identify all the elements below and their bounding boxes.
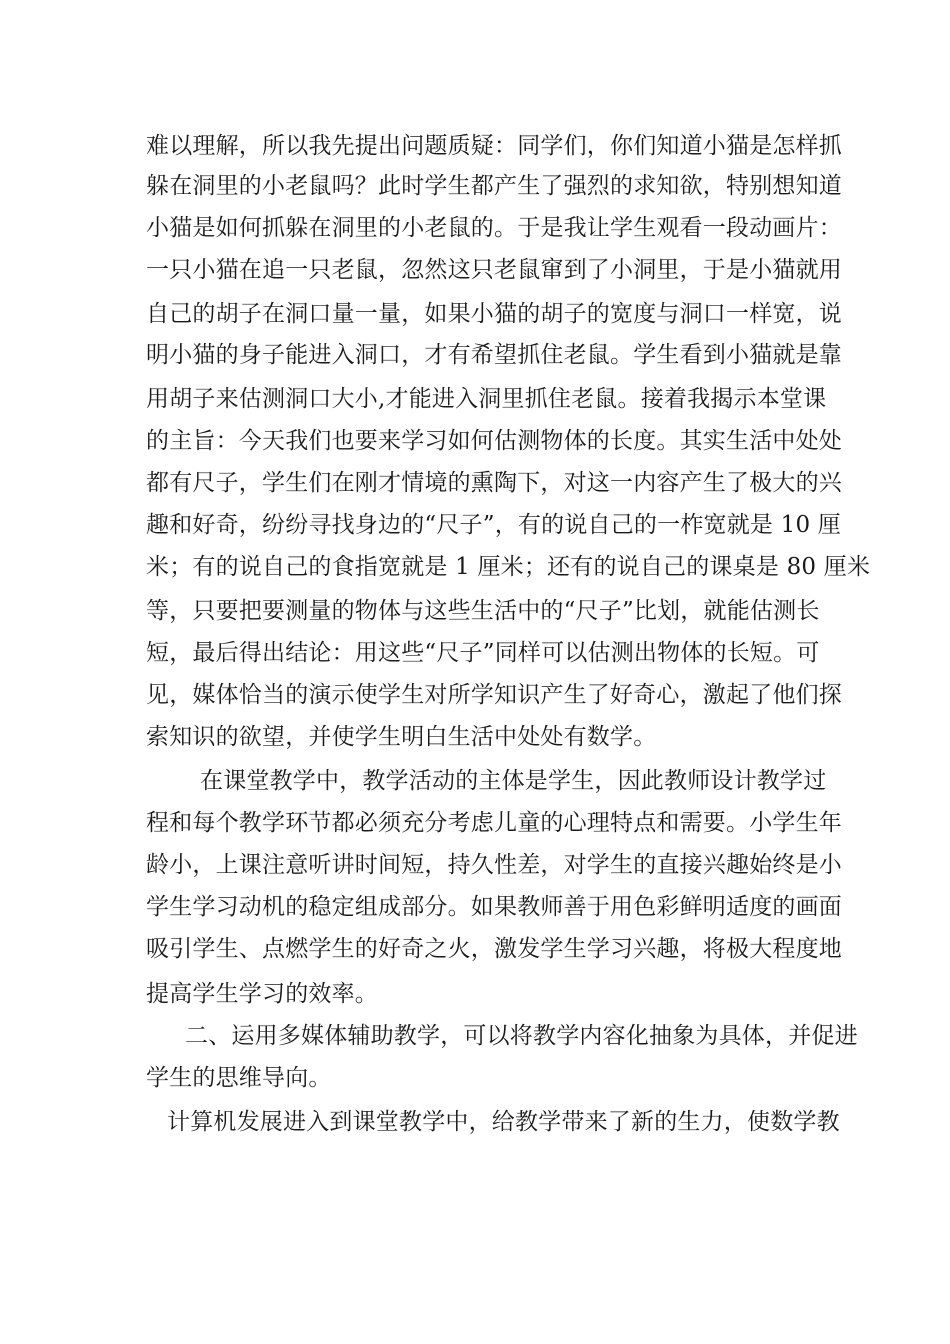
section-heading-line-2: 学生的思维导向。 (146, 1065, 332, 1091)
text-line-20: 吸引学生、点燃学生的好奇之火，激发学生学习兴趣，将极大程度地 (146, 936, 842, 962)
text-line-11: 米；有的说自己的食指宽就是 1 厘米；还有的说自己的课桌是 80 厘米 (146, 554, 871, 580)
text-line-10: 趣和好奇，纷纷寻找身边的“尺子”，有的说自己的一柞宽就是 10 厘 (146, 512, 842, 538)
text-line-13: 短，最后得出结论：用这些“尺子”同样可以估测出物体的长短。可 (146, 640, 820, 666)
text-line-14: 见，媒体恰当的演示使学生对所学知识产生了好奇心，激起了他们探 (146, 682, 842, 708)
text-line-24: 计算机发展进入到课堂教学中，给教学带来了新的生力，使数学教 (167, 1109, 840, 1135)
text-line-4: 一只小猫在追一只老鼠，忽然这只老鼠窜到了小洞里，于是小猫就用 (146, 257, 842, 283)
text-line-6: 明小猫的身子能进入洞口，才有希望抓住老鼠。学生看到小猫就是靠 (146, 342, 842, 368)
section-heading-line-1: 二、运用多媒体辅助教学，可以将教学内容化抽象为具体，并促进 (185, 1023, 858, 1049)
text-line-17: 程和每个教学环节都必须充分考虑儿童的心理特点和需要。小学生年 (146, 810, 842, 836)
text-line-12: 等，只要把要测量的物体与这些生活中的“尺子”比划，就能估测长 (146, 598, 820, 624)
text-line-18: 龄小，上课注意听讲时间短，持久性差，对学生的直接兴趣始终是小 (146, 852, 842, 878)
text-line-15: 索知识的欲望，并使学生明白生活中处处有数学。 (146, 724, 657, 750)
text-line-19: 学生学习动机的稳定组成部分。如果教师善于用色彩鲜明适度的画面 (146, 894, 842, 920)
text-line-8: 的主旨：今天我们也要来学习如何估测物体的长度。其实生活中处处 (146, 428, 842, 454)
text-line-1: 难以理解，所以我先提出问题质疑：同学们，你们知道小猫是怎样抓 (146, 133, 842, 159)
text-line-21: 提高学生学习的效率。 (146, 981, 378, 1007)
paragraph-indent-line-16: 在课堂教学中，教学活动的主体是学生，因此教师设计教学过 (200, 768, 827, 794)
text-line-9: 都有尺子，学生们在刚才情境的熏陶下，对这一内容产生了极大的兴 (146, 470, 842, 496)
text-line-7: 用胡子来估测洞口大小,才能进入洞里抓住老鼠。接着我揭示本堂课 (146, 386, 827, 412)
text-line-2: 躲在洞里的小老鼠吗？此时学生都产生了强烈的求知欲，特别想知道 (146, 173, 842, 199)
text-line-3: 小猫是如何抓躲在洞里的小老鼠的。于是我让学生观看一段动画片： (146, 215, 842, 241)
text-line-5: 自己的胡子在洞口量一量，如果小猫的胡子的宽度与洞口一样宽，说 (146, 301, 842, 327)
